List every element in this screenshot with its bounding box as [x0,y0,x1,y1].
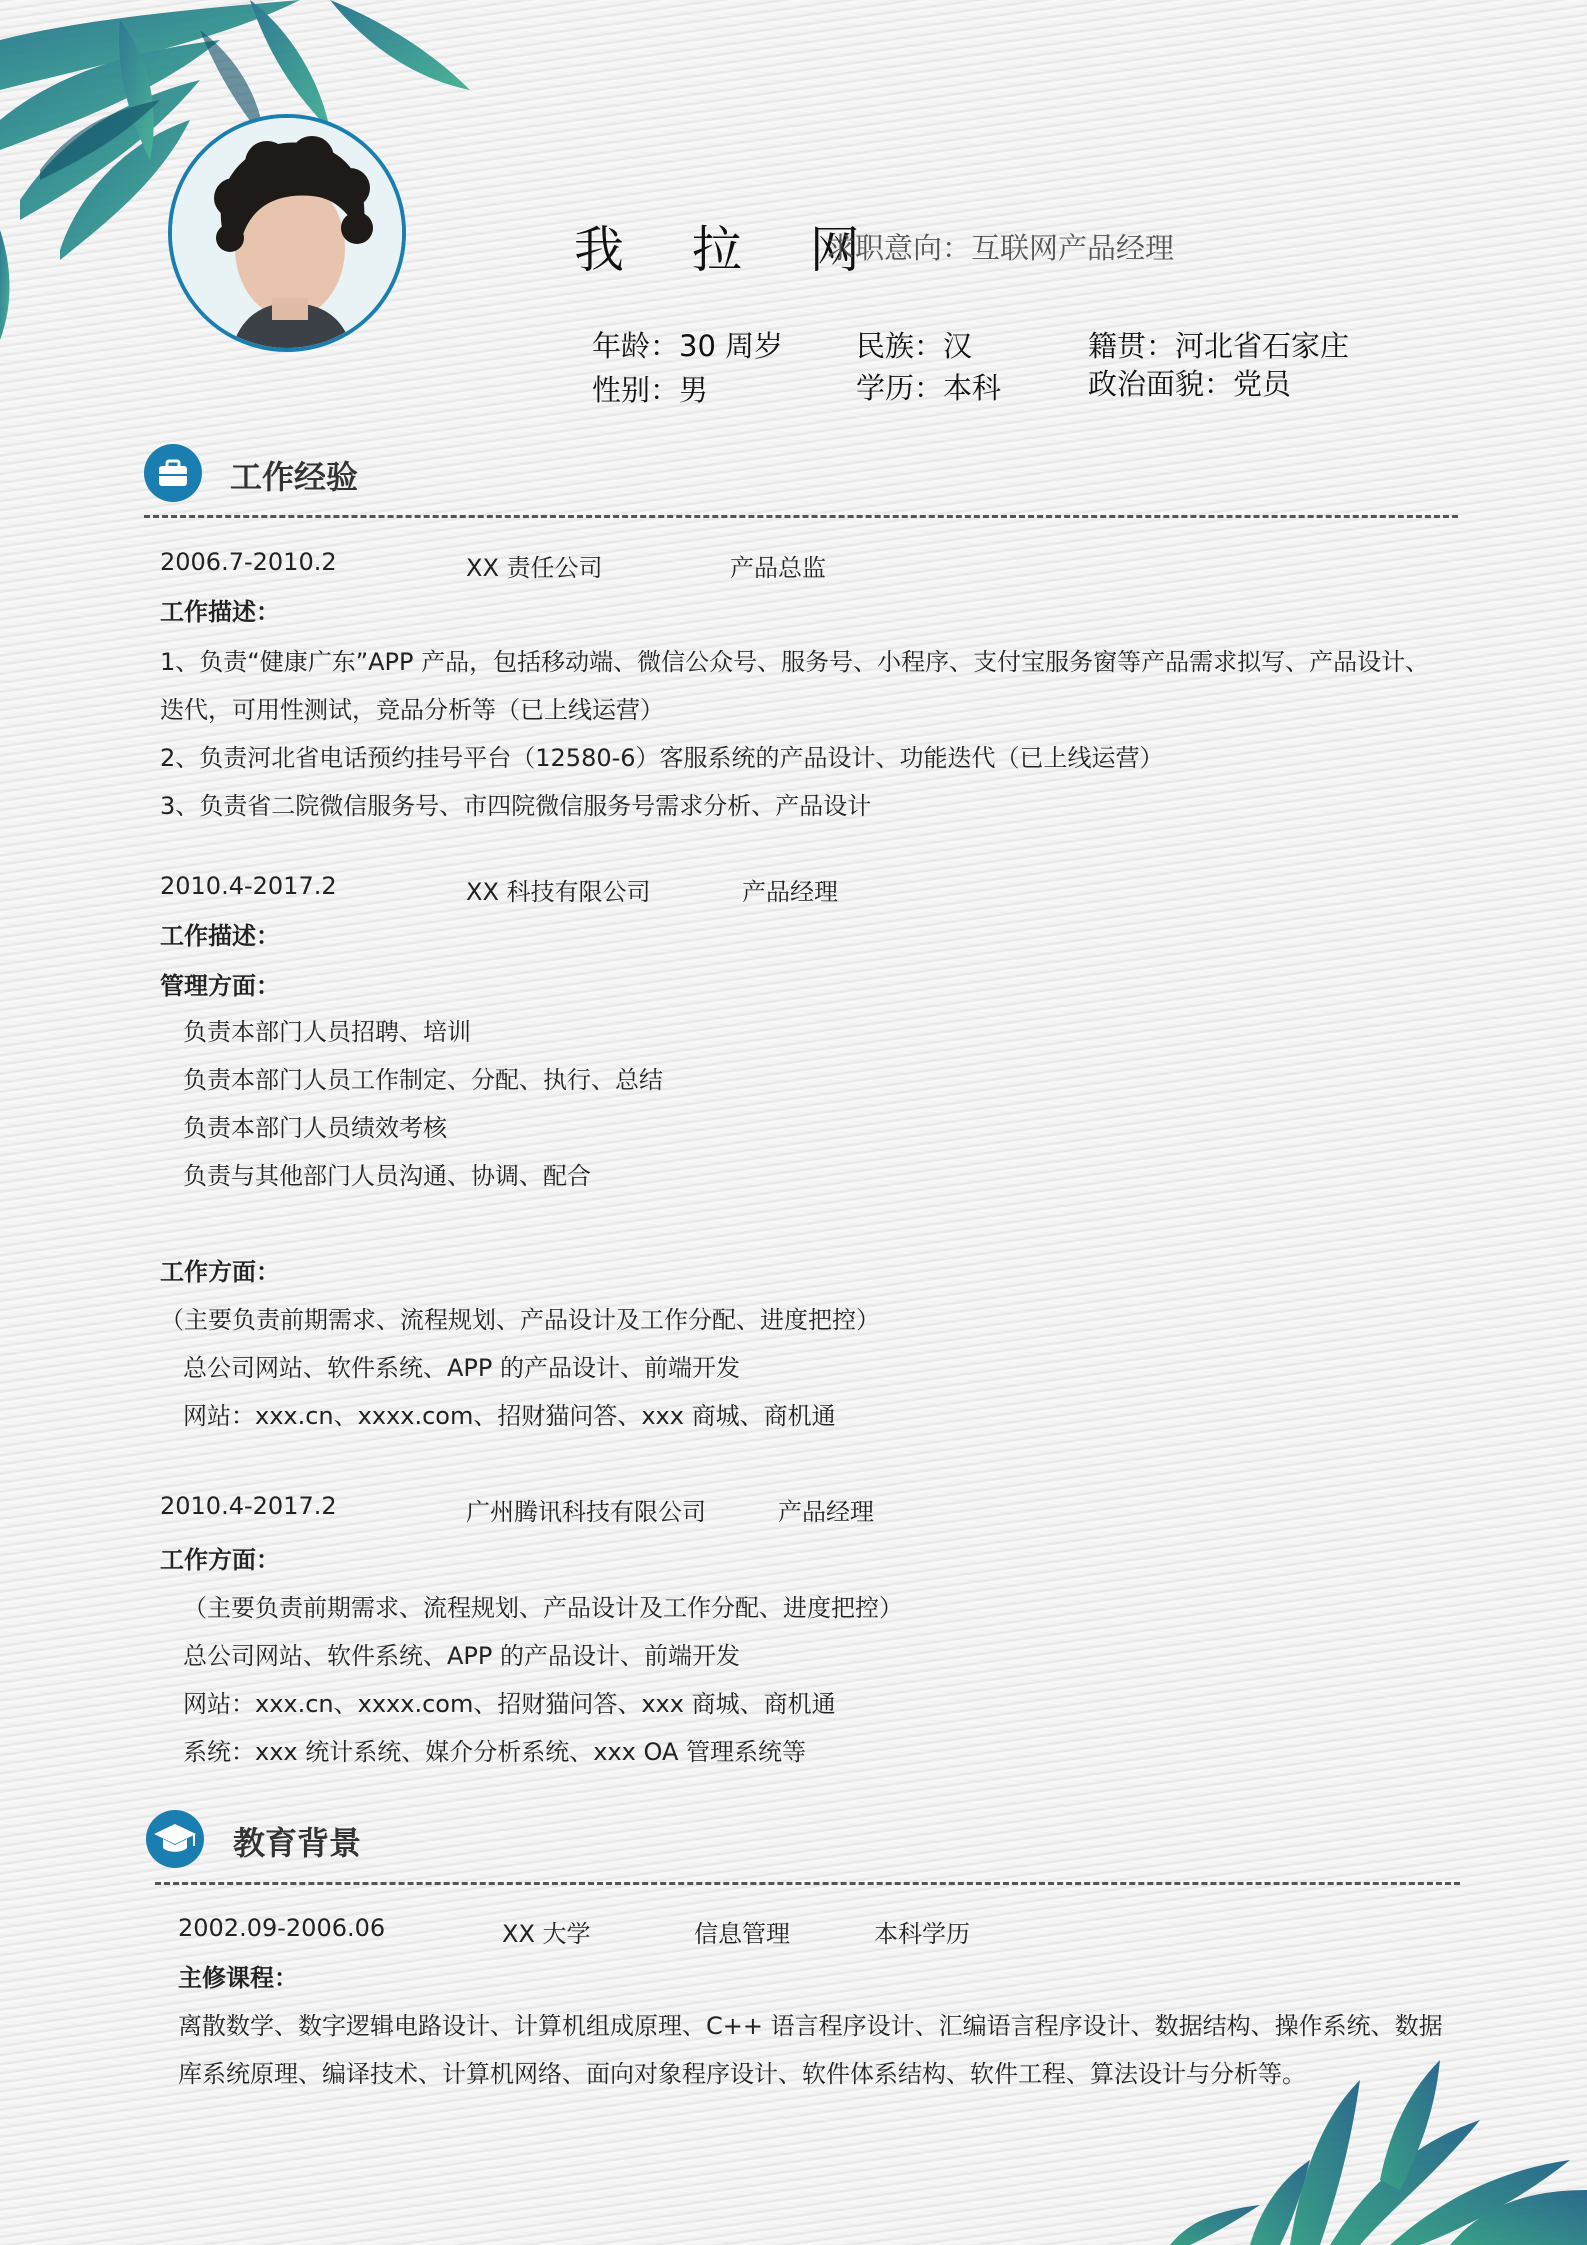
avatar [168,114,406,352]
edu-period: 2002.09-2006.06 [178,1914,386,1942]
edu-degree: 本科学历 [874,1920,970,1948]
job3-company: 广州腾讯科技有限公司 [466,1498,706,1526]
info-hometown: 籍贯：河北省石家庄 [1088,329,1350,363]
job1-line: 迭代，可用性测试，竞品分析等（已上线运营） [160,696,664,724]
job3-work-item: （主要负责前期需求、流程规划、产品设计及工作分配、进度把控） [183,1594,903,1622]
graduation-cap-icon [146,1810,204,1868]
job1-line: 2、负责河北省电话预约挂号平台（12580-6）客服系统的产品设计、功能迭代（已上线运营） [160,744,1164,772]
job3-work-item: 系统：xxx 统计系统、媒介分析系统、xxx OA 管理系统等 [183,1738,806,1766]
job3-role: 产品经理 [778,1498,874,1526]
edu-courses: 离散数学、数字逻辑电路设计、计算机组成原理、C++ 语言程序设计、汇编语言程序设计、数据结构、操作系统、数据 [178,2012,1443,2040]
job3-work-item: 网站：xxx.cn、xxxx.com、招财猫问答、xxx 商城、商机通 [183,1690,836,1718]
job1-desc-label: 工作描述： [160,598,280,626]
job3-work-item: 总公司网站、软件系统、APP 的产品设计、前端开发 [183,1642,740,1670]
job2-period: 2010.4-2017.2 [160,872,337,900]
job3-work-label: 工作方面： [160,1546,280,1574]
job2-work-item: （主要负责前期需求、流程规划、产品设计及工作分配、进度把控） [160,1306,880,1334]
job2-mgmt-label: 管理方面： [160,972,280,1000]
job3-period: 2010.4-2017.2 [160,1492,337,1520]
job2-mgmt-item: 负责本部门人员绩效考核 [183,1114,447,1142]
job2-role: 产品经理 [742,878,838,906]
edu-courses: 库系统原理、编译技术、计算机网络、面向对象程序设计、软件体系结构、软件工程、算法设计与分析等。 [178,2060,1306,2088]
job2-work-item: 总公司网站、软件系统、APP 的产品设计、前端开发 [183,1354,740,1382]
edu-courses-label: 主修课程： [178,1964,298,1992]
job2-mgmt-item: 负责本部门人员工作制定、分配、执行、总结 [183,1066,663,1094]
job2-company: XX 科技有限公司 [466,878,651,906]
job2-work-label: 工作方面： [160,1258,280,1286]
job2-work-item: 网站：xxx.cn、xxxx.com、招财猫问答、xxx 商城、商机通 [183,1402,836,1430]
job1-line: 3、负责省二院微信服务号、市四院微信服务号需求分析、产品设计 [160,792,872,820]
edu-school: XX 大学 [502,1920,591,1948]
candidate-name: 我 拉 网 [574,221,886,279]
job1-role: 产品总监 [730,554,826,582]
edu-major: 信息管理 [694,1920,790,1948]
job1-period: 2006.7-2010.2 [160,548,337,576]
section-title-education: 教育背景 [233,1824,362,1862]
profile-photo [172,118,402,348]
section-title-work: 工作经验 [230,458,359,496]
info-age: 年龄：30 周岁 [592,329,784,363]
info-ethnicity: 民族：汉 [856,329,973,363]
info-political: 政治面貌：党员 [1088,367,1292,401]
job1-line: 1、负责“健康广东”APP 产品，包括移动端、微信公众号、服务号、小程序、支付宝服务窗等产品需求拟写、产品设计、 [160,648,1430,676]
divider-education [155,1882,1460,1885]
divider-work [144,515,1458,518]
briefcase-icon [144,444,202,502]
job2-desc-label: 工作描述： [160,922,280,950]
job-intent: 求职意向：互联网产品经理 [826,231,1175,265]
job1-company: XX 责任公司 [466,554,603,582]
job2-mgmt-item: 负责与其他部门人员沟通、协调、配合 [183,1162,591,1190]
info-education: 学历：本科 [856,371,1002,405]
job2-mgmt-item: 负责本部门人员招聘、培训 [183,1018,471,1046]
info-gender: 性别：男 [592,373,709,407]
